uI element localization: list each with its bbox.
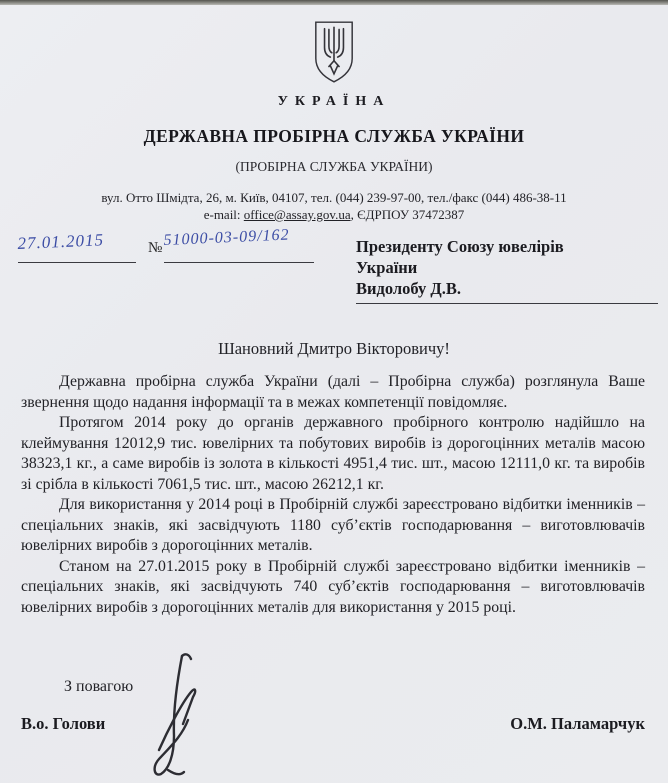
- scan-top-edge: [0, 0, 668, 5]
- country-label: УКРАЇНА: [277, 94, 391, 109]
- salutation: Шановний Дмитро Вікторовичу!: [218, 339, 450, 358]
- email-suffix: , ЄДРПОУ 37472387: [350, 207, 465, 222]
- handwritten-date: 27.01.2015: [17, 230, 105, 254]
- signer-position: В.о. Голови: [21, 714, 106, 733]
- email-prefix: e-mail:: [203, 207, 244, 222]
- outgoing-number-field: [163, 226, 314, 263]
- organization-name: ДЕРЖАВНА ПРОБІРНА СЛУЖБА УКРАЇНИ: [143, 126, 525, 146]
- outgoing-date-field: [17, 230, 136, 263]
- closing-respect: З повагою: [64, 678, 134, 695]
- number-sign-label: №: [148, 240, 163, 256]
- paragraph: Для використання у 2014 році в Пробірній службі зареєстровано відбитки іменників – спеціальних знаків, які засвідчують 1180 суб’єктів господарювання – виготовлювачів ювелірних виробів з дорогоцінних металів.: [21, 496, 645, 554]
- recipient-line: України: [356, 258, 418, 277]
- organization-alt-name: (ПРОБІРНА СЛУЖБА УКРАЇНИ): [235, 159, 433, 174]
- email-address: office@assay.gov.ua: [243, 207, 351, 222]
- recipient-block: [356, 236, 658, 304]
- paragraph: Протягом 2014 року до органів державного пробірного контролю надійшло на клеймування 12012,9 тис. ювелірних та побутових виробів із дорогоцінних металів масою 38323,1 кг., а саме виробів із золота в кількості 4951,4 тис. шт., масою 12111,0 кг. та виробів зі срібла в кількості 7061,5 тис. шт., масою 26212,1 кг.: [21, 414, 645, 493]
- address-line: вул. Отто Шмідта, 26, м. Київ, 04107, тел. (044) 239-97-00, тел./факс (044) 486-38-11: [101, 190, 567, 205]
- signer-name: О.М. Паламарчук: [510, 714, 645, 733]
- recipient-line: Видолобу Д.В.: [356, 279, 462, 298]
- signature-scribble: [146, 652, 210, 782]
- handwritten-ref-number: 51000-03-09/162: [163, 226, 290, 250]
- ukraine-trident-emblem-icon: [309, 20, 359, 84]
- organization-address: [0, 189, 668, 223]
- paragraph: Станом на 27.01.2015 року в Пробірній службі зареєстровано відбитки іменників – спеціальних знаків, які засвідчують 740 суб’єктів господарювання – виготовлювачів ювелірних виробів з дорогоцінних металів для використання у 2015 році.: [21, 557, 645, 616]
- paragraph: Державна пробірна служба України (далі – Пробірна служба) розглянула Ваше звернення щодо надання інформації та в межах компетенції повідомляє.: [21, 373, 645, 411]
- letter-body: [21, 372, 645, 618]
- recipient-line: Президенту Союзу ювелірів: [356, 237, 564, 256]
